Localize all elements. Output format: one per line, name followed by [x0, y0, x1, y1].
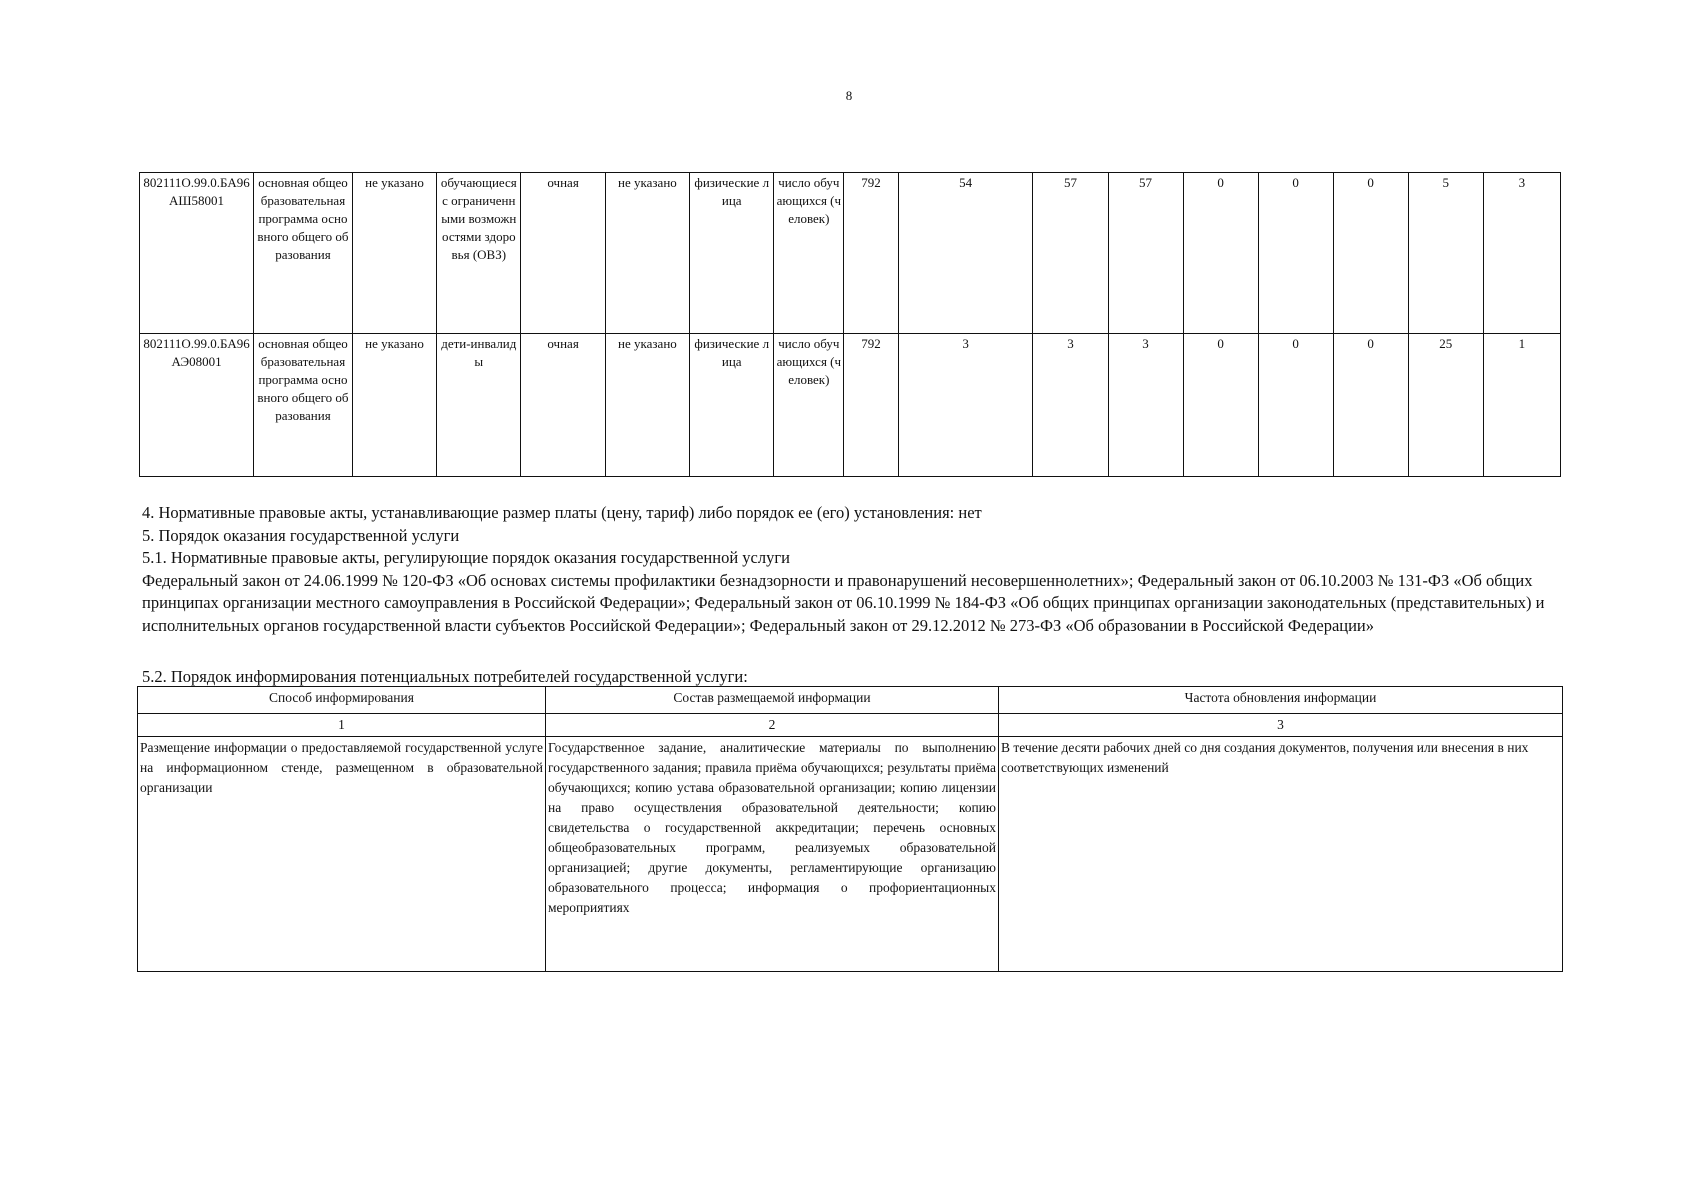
- column-index: 1: [138, 714, 546, 737]
- informing-method: Размещение информации о предоставляемой государственной услуге на информационном стенде, размещенном в образовательной организации: [138, 737, 546, 972]
- registry-code: 802111О.99.0.БА96АШ58001: [140, 173, 254, 334]
- persons-cell: физические лица: [690, 173, 774, 334]
- value-cell: 57: [1033, 173, 1108, 334]
- page-number: 8: [845, 88, 853, 103]
- indicator-cell: число обучающихся (человек): [774, 334, 844, 477]
- legal-section: [142, 502, 1562, 637]
- value-cell: 0: [1258, 173, 1333, 334]
- registry-code: 802111О.99.0.БА96АЭ08001: [140, 334, 254, 477]
- value-cell: 3: [1033, 334, 1108, 477]
- column-index-row: [138, 714, 1563, 737]
- value-cell: 5: [1408, 173, 1483, 334]
- value-cell: 3: [1483, 173, 1560, 334]
- update-frequency: В течение десяти рабочих дней со дня создания документов, получения или внесения в них соответствующих изменений: [999, 737, 1563, 972]
- value-cell: 0: [1333, 173, 1408, 334]
- persons-cell: физические лица: [690, 334, 774, 477]
- section-5: 5. Порядок оказания государственной услуги: [142, 525, 460, 545]
- table-header-row: [138, 687, 1563, 714]
- table-row: [138, 737, 1563, 972]
- okei-cell: 792: [844, 334, 898, 477]
- indicator-cell: число обучающихся (человек): [774, 173, 844, 334]
- value-cell: 0: [1258, 334, 1333, 477]
- program-cell: основная общеобразовательная программа основного общего образования: [254, 173, 353, 334]
- column-index: 2: [546, 714, 999, 737]
- table-row: [140, 173, 1561, 334]
- okei-cell: 792: [844, 173, 898, 334]
- unspecified-cell: не указано: [352, 173, 436, 334]
- value-cell: 0: [1183, 173, 1258, 334]
- unspecified-cell: не указано: [605, 334, 689, 477]
- value-cell: 3: [898, 334, 1033, 477]
- service-volume-table: [139, 172, 1561, 477]
- value-cell: 54: [898, 173, 1033, 334]
- laws-list: Федеральный закон от 24.06.1999 № 120-ФЗ «Об основах системы профилактики безнадзорности и правонарушений несовершеннолетних»; Федеральный закон от 06.10.2003 № 131-ФЗ «Об общих принципах организации местного самоуправления в Российской Федерации»; Федеральный закон от 06.10.1999 № 184-ФЗ «Об общих принципах организации законодательных (представительных) и исполнительных органов государственной власти субъектов Российской Федерации»; Федеральный закон от 29.12.2012 № 273-ФЗ «Об образовании в Российской Федерации»: [142, 570, 1545, 635]
- program-cell: основная общеобразовательная программа основного общего образования: [254, 334, 353, 477]
- column-header: Частота обновления информации: [999, 687, 1563, 714]
- category-cell: дети-инвалиды: [437, 334, 521, 477]
- informing-table: [137, 686, 1563, 972]
- category-cell: обучающиеся с ограниченными возможностями здоровья (ОВЗ): [437, 173, 521, 334]
- value-cell: 25: [1408, 334, 1483, 477]
- unspecified-cell: не указано: [605, 173, 689, 334]
- column-header: Состав размещаемой информации: [546, 687, 999, 714]
- column-header: Способ информирования: [138, 687, 546, 714]
- value-cell: 0: [1333, 334, 1408, 477]
- value-cell: 1: [1483, 334, 1560, 477]
- table-row: [140, 334, 1561, 477]
- form-cell: очная: [521, 334, 605, 477]
- value-cell: 3: [1108, 334, 1183, 477]
- value-cell: 57: [1108, 173, 1183, 334]
- unspecified-cell: не указано: [352, 334, 436, 477]
- value-cell: 0: [1183, 334, 1258, 477]
- section-5-2: 5.2. Порядок информирования потенциальных потребителей государственной услуги:: [142, 667, 748, 686]
- information-content: Государственное задание, аналитические материалы по выполнению государственного задания; правила приёма обучающихся; результаты приёма обучающихся; копию устава образовательной организации; копию лицензии на право осуществления образовательной деятельности; копию свидетельства о государственной аккредитации; перечень основных общеобразовательных программ, реализуемых образовательной организацией; другие документы, регламентирующие организацию образовательного процесса; информация о профориентационных мероприятиях: [546, 737, 999, 972]
- column-index: 3: [999, 714, 1563, 737]
- section-5-1: 5.1. Нормативные правовые акты, регулирующие порядок оказания государственной услуги: [142, 548, 790, 567]
- section-4: 4. Нормативные правовые акты, устанавливающие размер платы (цену, тариф) либо порядок ее (его) установления: нет: [142, 503, 982, 522]
- form-cell: очная: [521, 173, 605, 334]
